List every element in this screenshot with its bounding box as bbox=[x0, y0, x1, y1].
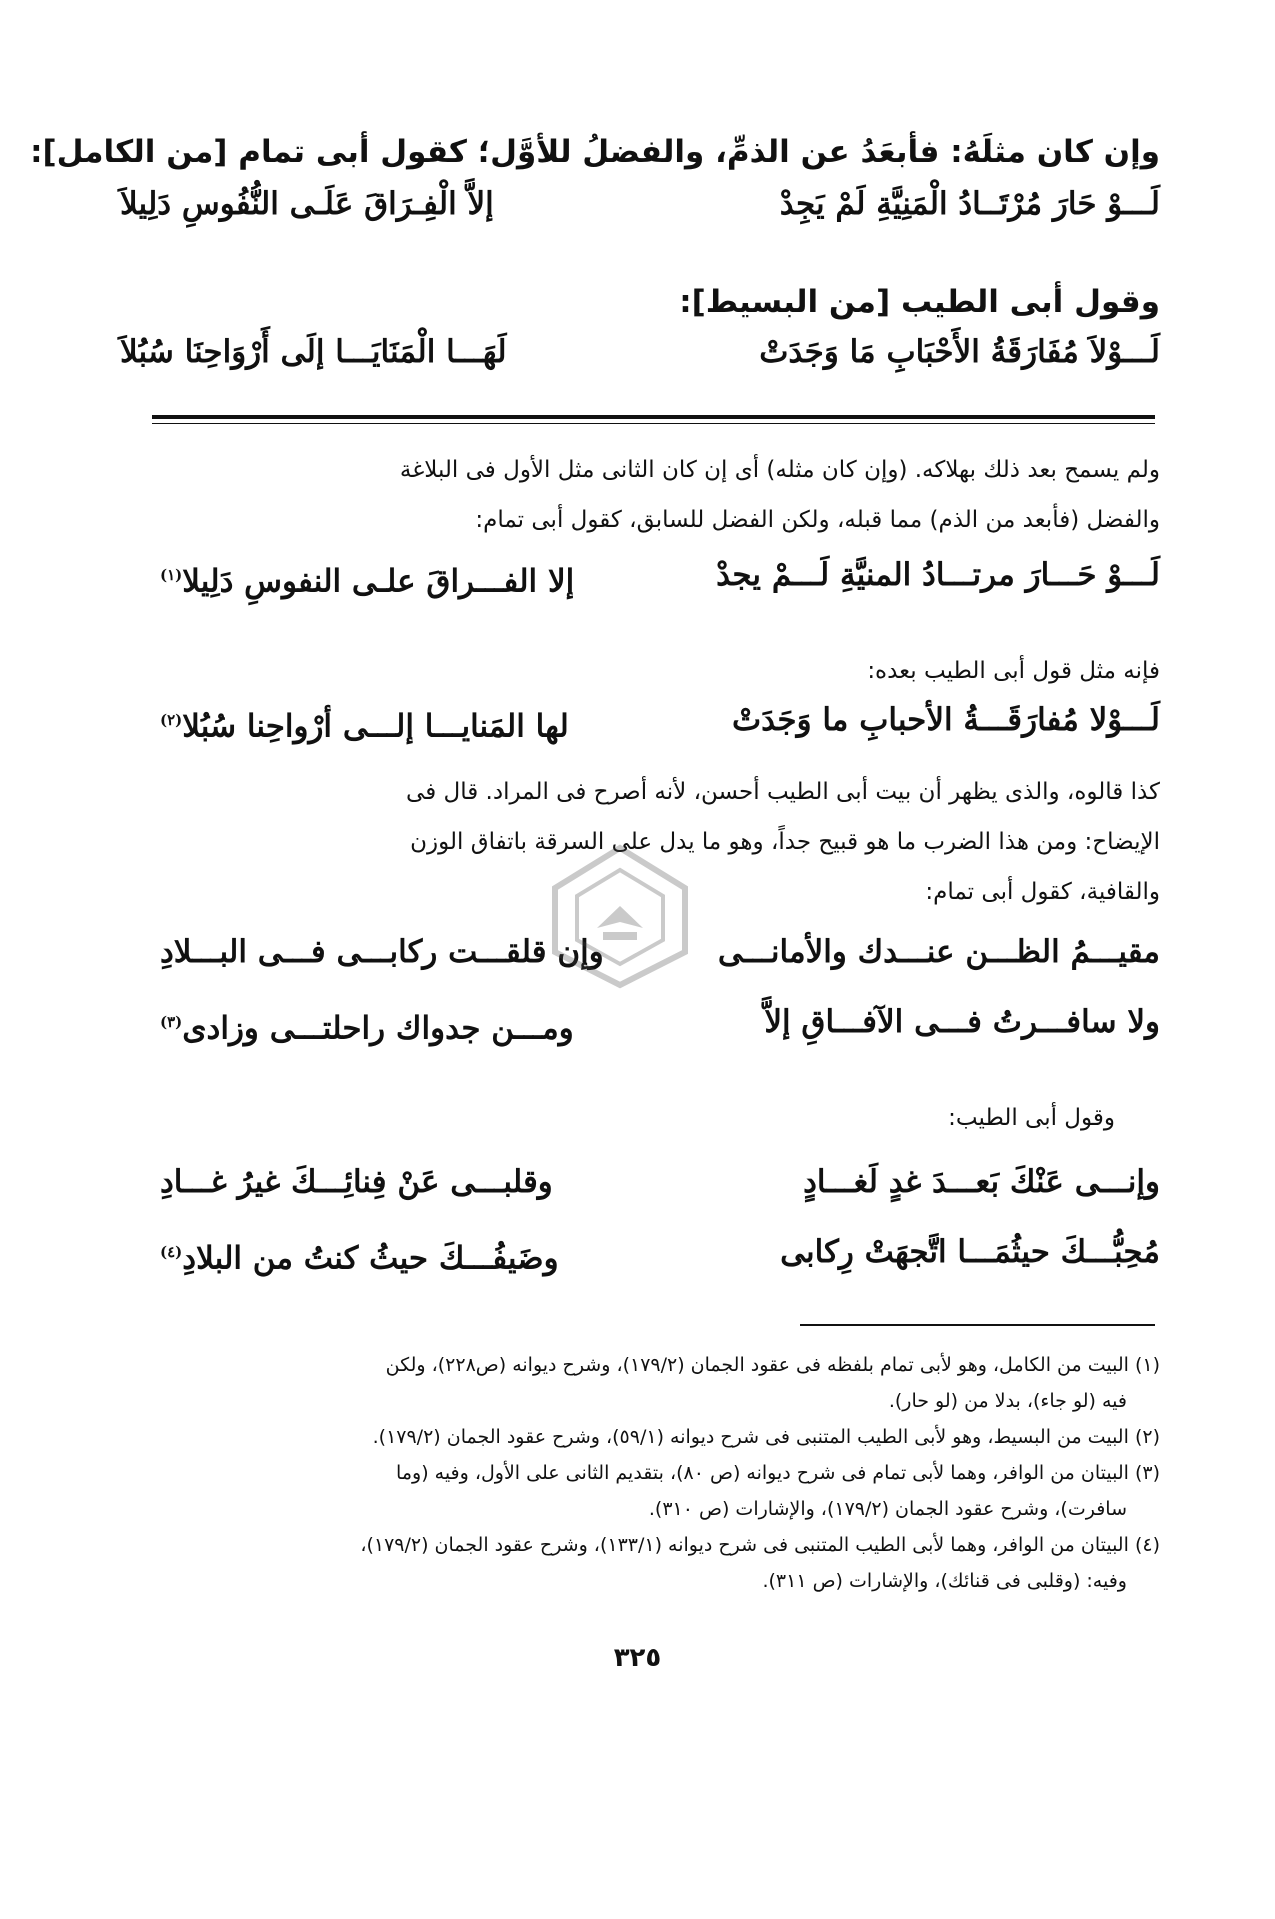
verse-hemistich-left: وضَيفُـــكَ حيثُ كنتُ من البلادِ$^{(٤)}$ bbox=[160, 1240, 559, 1277]
matn-verse-2 bbox=[120, 330, 1160, 374]
verse-hemistich-left: ومـــن جدواك راحلتـــى وزادى$^{(٣)}$ bbox=[160, 1010, 574, 1047]
footnote-ref-4: (٤) bbox=[160, 1243, 183, 1261]
footnote-4-continued: وفيه: (وقلبى فى قنائك)، والإشارات (ص ٣١١). bbox=[762, 1570, 1127, 1592]
sharh-paragraph-4: وقول أبى الطيب: bbox=[948, 1105, 1115, 1131]
footnote-3 bbox=[396, 1456, 1160, 1490]
verse-hemistich-right: لَـــوْلاَ مُفَارَقَةُ الأَحْبَابِ مَا وَجَدَتْ bbox=[759, 334, 1160, 370]
verse-hemistich-right: وإنـــى عَنْكَ بَعـــدَ غدٍ لَغـــادٍ bbox=[803, 1164, 1160, 1200]
footnote-number: (١) bbox=[1134, 1354, 1160, 1376]
footnote-text: البيتان من الوافر، وهما لأبى الطيب المتنبى فى شرح ديوانه (١٣٣/١)، وشرح عقود الجمان (١٧٩/٢)، bbox=[360, 1534, 1129, 1556]
footnote-text: البيت من البسيط، وهو لأبى الطيب المتنبى فى شرح ديوانه (٥٩/١)، وشرح عقود الجمان (١٧٩/٢). bbox=[372, 1426, 1129, 1448]
verse-hemistich-left: إلاَّ الْفِـرَاقَ عَلَـى النُّفُوسِ دَلِيلاَ bbox=[120, 186, 494, 222]
footnote-3-continued: سافرت)، وشرح عقود الجمان (١٧٩/٢)، والإشارات (ص ٣١٠). bbox=[648, 1498, 1127, 1520]
sharh-verse-4 bbox=[160, 1000, 1160, 1047]
verse-hemistich-left: وقلبـــى عَنْ فِنائِـــكَ غيرُ غـــادِ bbox=[160, 1164, 553, 1200]
page-number: ٣٢٥ bbox=[613, 1643, 662, 1673]
verse-hemistich-right: لَـــوْ حَـــارَ مرتـــادُ المنيَّةِ لَـــمْ يجدْ bbox=[716, 557, 1160, 593]
sharh-paragraph-1-line-2: والفضل (فأبعد من الذم) مما قبله، ولكن الفضل للسابق، كقول أبى تمام: bbox=[475, 507, 1160, 533]
verse-hemistich-right: ولا سافـــرتُ فـــى الآفـــاقِ إلاَّ bbox=[764, 1004, 1160, 1040]
matn-intro: وإن كان مثلَهُ: فأبعَدُ عن الذمِّ، والفضلُ للأوَّل؛ كقول أبى تمام [من الكامل]: bbox=[30, 134, 1160, 170]
matn-separator-thick bbox=[152, 415, 1155, 419]
sharh-paragraph-3-line-2: الإيضاح: ومن هذا الضرب ما هو قبيح جداً، وهو ما يدل على السرقة باتفاق الوزن bbox=[410, 829, 1160, 855]
verse-hemistich-left: لها المَنايـــا إلـــى أرْواحِنا سُبُلا$^{(٢)}$ bbox=[160, 708, 569, 745]
footnote-text: البيت من الكامل، وهو لأبى تمام بلفظه فى عقود الجمان (١٧٩/٢)، وشرح ديوانه (ص٢٢٨)، ولكن bbox=[385, 1354, 1129, 1376]
footnote-4 bbox=[360, 1528, 1160, 1562]
footnote-ref-1: (١) bbox=[160, 566, 183, 584]
verse-hemistich-right: لَـــوْلا مُفارَقَـــةُ الأحبابِ ما وَجَدَتْ bbox=[731, 702, 1160, 738]
matn-verse-1 bbox=[120, 182, 1160, 226]
sharh-paragraph-3-line-3: والقافية، كقول أبى تمام: bbox=[925, 879, 1160, 905]
verse-hemistich-right: لَـــوْ حَارَ مُرْتَــادُ الْمَنِيَّةِ لَمْ يَجِدْ bbox=[779, 186, 1160, 222]
library-watermark-icon bbox=[545, 840, 695, 990]
sharh-paragraph-3-line-1: كذا قالوه، والذى يظهر أن بيت أبى الطيب أحسن، لأنه أصرح فى المراد. قال فى bbox=[406, 779, 1160, 805]
verse-hemistich-right: مقيـــمُ الظـــن عنـــدك والأمانـــى bbox=[717, 934, 1160, 970]
footnote-ref-2: (٢) bbox=[160, 711, 183, 729]
footnote-text: البيتان من الوافر، وهما لأبى تمام فى شرح ديوانه (ص ٨٠)، بتقديم الثانى على الأول، وفيه (وما bbox=[396, 1462, 1129, 1484]
verse-hemistich-left: إلا الفـــراقَ علـى النفوسِ دَلِيلا$^{(١)}$ bbox=[160, 563, 575, 600]
footnote-2 bbox=[373, 1420, 1160, 1454]
verse-hemistich-right: مُحِبُّـــكَ حيثُمَـــا اتَّجهَتْ رِكابى bbox=[780, 1234, 1160, 1270]
sharh-verse-1 bbox=[160, 553, 1160, 600]
footnote-ref-3: (٣) bbox=[160, 1013, 183, 1031]
sharh-verse-5 bbox=[160, 1160, 1160, 1204]
footnote-number: (٢) bbox=[1134, 1426, 1160, 1448]
verse-hemistich-left: لَهَـــا الْمَنَايَـــا إلَى أَرْوَاحِنَا سُبُلاَ bbox=[120, 334, 507, 370]
matn-intro-2: وقول أبى الطيب [من البسيط]: bbox=[679, 284, 1160, 320]
sharh-verse-2 bbox=[160, 698, 1160, 745]
sharh-paragraph-1-line-1: ولم يسمح بعد ذلك بهلاكه. (وإن كان مثله) أى إن كان الثانى مثل الأول فى البلاغة bbox=[399, 457, 1160, 483]
footnote-1 bbox=[386, 1348, 1160, 1382]
footnote-number: (٤) bbox=[1134, 1534, 1160, 1556]
footnote-number: (٣) bbox=[1134, 1462, 1160, 1484]
sharh-paragraph-2: فإنه مثل قول أبى الطيب بعده: bbox=[867, 658, 1160, 684]
matn-separator-thin bbox=[152, 423, 1155, 424]
footnote-1-continued: فيه (لو جاء)، بدلا من (لو حار). bbox=[888, 1390, 1127, 1412]
sharh-verse-6 bbox=[160, 1230, 1160, 1277]
footnote-separator bbox=[800, 1324, 1155, 1326]
verse-hemistich-left: وإن قلقـــت ركابـــى فـــى البـــلادِ bbox=[160, 934, 604, 970]
